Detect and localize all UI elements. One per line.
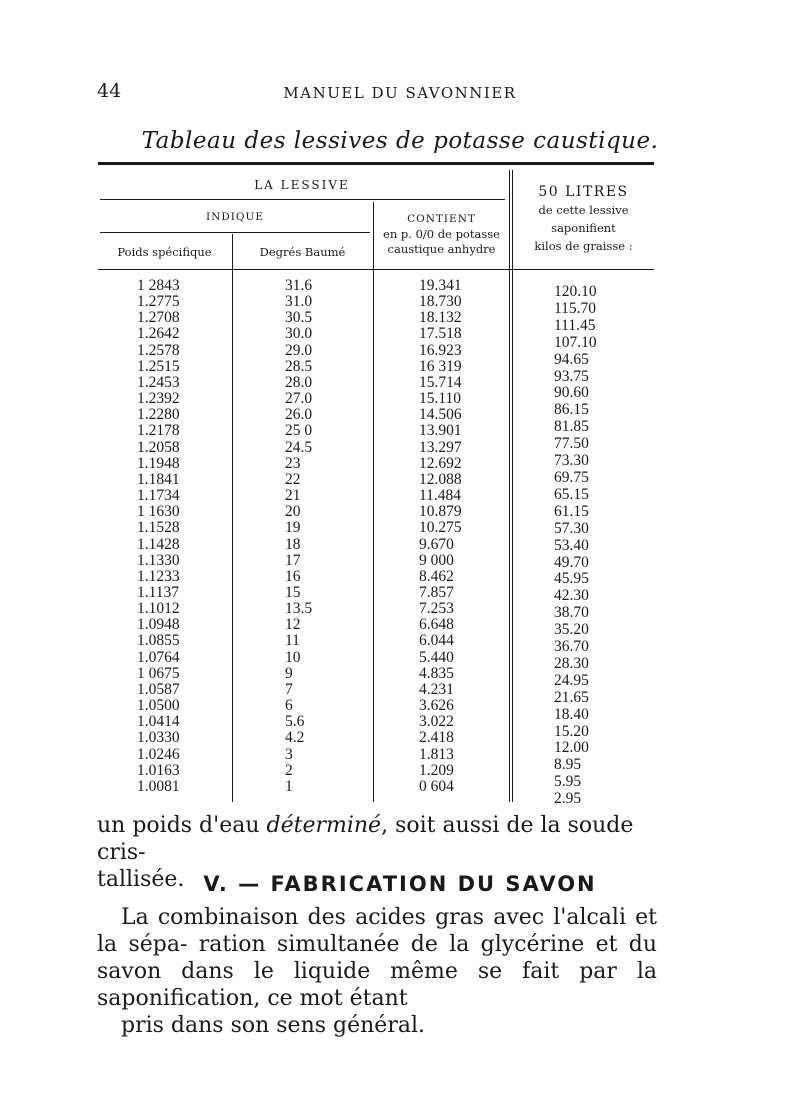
table-cell: 107.10 <box>554 333 597 351</box>
table-cell: 9.670 <box>419 535 454 553</box>
table-cell: 25 0 <box>285 422 313 440</box>
table-cell: 4.835 <box>419 664 454 682</box>
table-cell: 16 319 <box>419 357 462 375</box>
table-cell: 7 <box>285 680 293 698</box>
table-cell: 27.0 <box>285 390 313 408</box>
table-cell: 1.0855 <box>137 632 180 650</box>
table-cell: 1.1428 <box>137 535 180 553</box>
table-cell: 5.440 <box>419 648 454 666</box>
table-cell: 1.1528 <box>137 519 180 537</box>
table-cell: 53.40 <box>554 536 589 554</box>
continuation-emphasis: déterminé <box>266 813 382 838</box>
table-cell: 1.209 <box>419 761 454 779</box>
header-contient <box>375 212 508 257</box>
header-litres-line4: kilos de graisse : <box>534 239 633 253</box>
table-cell: 57.30 <box>554 519 589 537</box>
table-cell: 26.0 <box>285 406 313 424</box>
table-cell: 23 <box>285 454 301 472</box>
header-litres <box>513 183 654 255</box>
column-poids-specifique <box>137 278 180 795</box>
table-cell: 1.0330 <box>137 729 180 747</box>
table-cell: 1.1948 <box>137 454 180 472</box>
table-cell: 1.2642 <box>137 325 180 343</box>
continuation-text-after: , soit aussi de la soude cris- <box>97 813 634 865</box>
table-cell: 0 604 <box>419 777 454 795</box>
header-litres-line1: 50 LITRES <box>538 184 629 200</box>
table-cell: 1.2058 <box>137 438 180 456</box>
table-cell: 28.0 <box>285 373 313 391</box>
table-title: Tableau des lessives de potasse caustique. <box>141 128 659 154</box>
table-cell: 1.2515 <box>137 357 180 375</box>
table-cell: 1.2708 <box>137 309 180 327</box>
table-cell: 1.2578 <box>137 341 180 359</box>
table-cell: 15 <box>285 583 301 601</box>
table-cell: 13.5 <box>285 600 313 618</box>
table-cell: 8.462 <box>419 567 454 585</box>
table-cell: 6.044 <box>419 632 454 650</box>
header-poids-specifique: Poids spécifique <box>117 245 212 259</box>
table-cell: 5.6 <box>285 713 305 731</box>
table-cell: 10.275 <box>419 519 462 537</box>
table-cell: 1.0081 <box>137 777 180 795</box>
table-top-rule <box>98 162 654 165</box>
table-cell: 13.297 <box>419 438 462 456</box>
table-cell: 86.15 <box>554 401 589 419</box>
header-contient-line2: en p. 0/0 de potasse <box>383 227 500 241</box>
table-cell: 9 <box>285 664 293 682</box>
table-cell: 18.132 <box>419 309 462 327</box>
column-divider-3 <box>509 170 510 802</box>
header-brace-indique <box>100 232 370 233</box>
column-contient <box>419 278 462 795</box>
table-cell: 31.6 <box>285 277 313 294</box>
table-cell: 4.2 <box>285 729 305 747</box>
table-cell: 13.901 <box>419 422 462 440</box>
table-cell: 73.30 <box>554 452 589 470</box>
table-cell: 7.857 <box>419 583 454 601</box>
table-cell: 2 <box>285 761 293 779</box>
table-cell: 4.231 <box>419 680 454 698</box>
table-cell: 1 2843 <box>137 277 180 294</box>
table-cell: 1.0587 <box>137 680 180 698</box>
table-cell: 11 <box>285 632 300 650</box>
table-cell: 24.95 <box>554 671 589 689</box>
table-cell: 3.626 <box>419 697 454 715</box>
table-cell: 45.95 <box>554 570 589 588</box>
table-cell: 5.95 <box>554 773 582 791</box>
table-cell: 19.341 <box>419 277 462 294</box>
table-cell: 7.253 <box>419 600 454 618</box>
table-cell: 49.70 <box>554 553 589 571</box>
table-cell: 120.10 <box>554 283 597 300</box>
table-cell: 2.95 <box>554 790 582 808</box>
table-cell: 8.95 <box>554 756 582 774</box>
table-cell: 42.30 <box>554 587 589 605</box>
header-litres-line3: saponifient <box>551 221 616 235</box>
table-cell: 15.714 <box>419 373 462 391</box>
table-cell: 3.022 <box>419 713 454 731</box>
table-cell: 30.5 <box>285 309 313 327</box>
table-cell: 21.65 <box>554 688 589 706</box>
table-cell: 1 1630 <box>137 503 180 521</box>
column-kilos-graisse <box>554 284 597 808</box>
table-cell: 15.110 <box>419 390 462 408</box>
table-cell: 6 <box>285 697 293 715</box>
table-cell: 14.506 <box>419 406 462 424</box>
column-divider-2 <box>373 202 374 802</box>
table-cell: 17.518 <box>419 325 462 343</box>
table-cell: 12.692 <box>419 454 462 472</box>
table-cell: 30.0 <box>285 325 313 343</box>
page-number: 44 <box>97 80 122 102</box>
header-brace-lessive <box>100 199 505 200</box>
running-title: MANUEL DU SAVONNIER <box>283 84 517 102</box>
header-la-lessive: LA LESSIVE <box>254 178 350 192</box>
column-divider-1 <box>232 234 233 802</box>
table-cell: 81.85 <box>554 418 589 436</box>
table-cell: 10 <box>285 648 301 666</box>
table-cell: 1.1233 <box>137 567 180 585</box>
table-cell: 9 000 <box>419 551 454 569</box>
table-cell: 1.0764 <box>137 648 180 666</box>
table-cell: 19 <box>285 519 301 537</box>
table-cell: 38.70 <box>554 604 589 622</box>
table-cell: 1.0414 <box>137 713 180 731</box>
table-cell: 65.15 <box>554 485 589 503</box>
table-cell: 61.15 <box>554 502 589 520</box>
table-cell: 24.5 <box>285 438 313 456</box>
table-cell: 90.60 <box>554 384 589 402</box>
table-cell: 94.65 <box>554 350 589 368</box>
column-divider-3b <box>512 170 513 802</box>
table-cell: 1.2775 <box>137 293 180 311</box>
table-cell: 1.1012 <box>137 600 180 618</box>
header-litres-line2: de cette lessive <box>538 203 629 217</box>
table-cell: 18.40 <box>554 705 589 723</box>
table-cell: 31.0 <box>285 293 313 311</box>
header-degres-baume: Degrés Baumé <box>259 245 346 259</box>
column-degres-baume <box>285 278 312 795</box>
table-cell: 1.2178 <box>137 422 180 440</box>
table-cell: 28.30 <box>554 654 589 672</box>
table-cell: 12.00 <box>554 739 589 757</box>
table-cell: 29.0 <box>285 341 313 359</box>
table-cell: 28.5 <box>285 357 313 375</box>
main-paragraph <box>97 904 657 1039</box>
table-cell: 21 <box>285 487 301 505</box>
table-cell: 1 <box>285 777 293 795</box>
table-cell: 1.1137 <box>137 583 180 601</box>
table-cell: 2.418 <box>419 729 454 747</box>
table-cell: 93.75 <box>554 367 589 385</box>
header-contient-line3: caustique anhydre <box>387 242 496 256</box>
table-cell: 12 <box>285 616 301 634</box>
main-paragraph-last-line: pris dans son sens général. <box>121 1013 425 1038</box>
table-cell: 6.648 <box>419 616 454 634</box>
table-cell: 35.20 <box>554 621 589 639</box>
table-cell: 22 <box>285 470 301 488</box>
main-paragraph-text: La combinaison des acides gras avec l'alcali et la sépa- ration simultanée de la glycérine et du savon dans le liquide même se fait par la saponification, ce mot étant <box>97 905 657 1011</box>
table-cell: 1.2453 <box>137 373 180 391</box>
table-cell: 36.70 <box>554 638 589 656</box>
table-cell: 111.45 <box>554 316 596 334</box>
header-contient-line1: CONTIENT <box>407 213 476 225</box>
table-cell: 11.484 <box>419 487 462 505</box>
section-heading: V. — FABRICATION DU SAVON <box>203 872 597 896</box>
table-cell: 1.813 <box>419 745 454 763</box>
table-cell: 17 <box>285 551 301 569</box>
table-cell: 12.088 <box>419 470 462 488</box>
table-cell: 1.2280 <box>137 406 180 424</box>
table-cell: 1.0500 <box>137 697 180 715</box>
table-cell: 16 <box>285 567 301 585</box>
table-cell: 1.1734 <box>137 487 180 505</box>
table-cell: 20 <box>285 503 301 521</box>
table-cell: 77.50 <box>554 435 589 453</box>
table-cell: 18.730 <box>419 293 462 311</box>
continuation-text-before: un poids d'eau <box>97 813 267 838</box>
table-cell: 1.1330 <box>137 551 180 569</box>
table-cell: 1.0948 <box>137 616 180 634</box>
table-cell: 1.0246 <box>137 745 180 763</box>
table-cell: 1.1841 <box>137 470 180 488</box>
table-cell: 10.879 <box>419 503 462 521</box>
table-cell: 1 0675 <box>137 664 180 682</box>
table-cell: 69.75 <box>554 468 589 486</box>
table-cell: 1.2392 <box>137 390 180 408</box>
header-bottom-rule <box>98 269 654 270</box>
table-cell: 115.70 <box>554 299 597 317</box>
continuation-line2: tallisée. <box>97 867 185 892</box>
table-cell: 16.923 <box>419 341 462 359</box>
table-cell: 18 <box>285 535 301 553</box>
table-cell: 15.20 <box>554 722 589 740</box>
table-cell: 1.0163 <box>137 761 180 779</box>
header-indique: INDIQUE <box>205 211 265 223</box>
table-cell: 3 <box>285 745 293 763</box>
